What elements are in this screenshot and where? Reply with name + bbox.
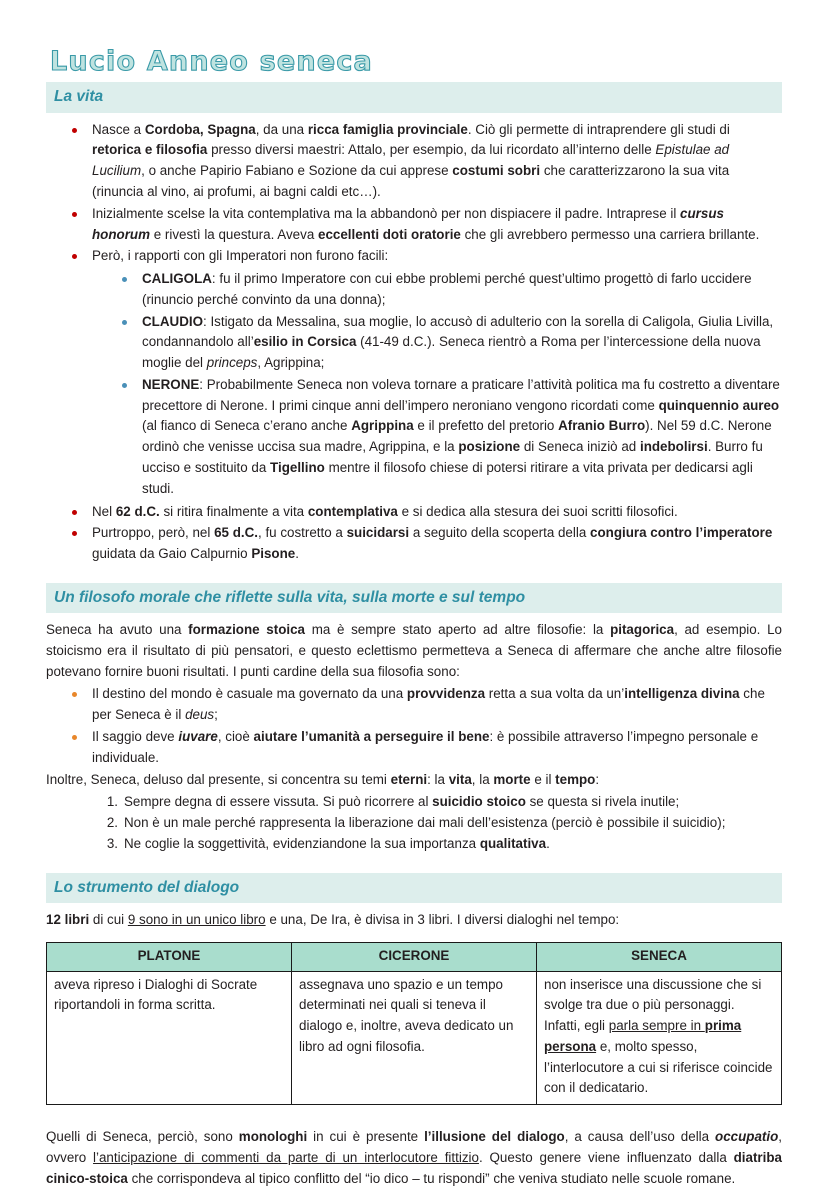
dialogo-tail-block	[46, 1127, 782, 1189]
table-header-cicerone: CICERONE	[292, 942, 537, 971]
list-item: CLAUDIO: Istigato da Messalina, sua moglie, lo accusò di adulterio con la sorella di Caligola, Giulia Livilla, condannandolo all’esilio in Corsica (41-49 d.C.). Seneca rientrò a Roma per l’intercessione della nuova moglie del princeps, Agrippina;	[122, 312, 782, 374]
vita-bullet-list	[46, 120, 782, 565]
table-cell-seneca: non inserisce una discussione che si svolge tra due o più personaggi. Infatti, egli parla sempre in prima persona e, molto spesso, l’interlocutore a cui si riferisce coincide con il dedicatario.	[537, 971, 782, 1105]
list-item: Sempre degna di essere vissuta. Si può ricorrere al suicidio stoico se questa si rivela inutile;	[124, 794, 680, 810]
table-header-seneca: SENECA	[537, 942, 782, 971]
list-item: Però, i rapporti con gli Imperatori non furono facili: CALIGOLA: fu il primo Imperatore con cui ebbe problemi perché quest’ultimo progettò di farlo uccidere (rinuncio perché convinto da una donna); CLAUDIO: Istigato da Messalina, sua moglie, lo accusò di adulterio con la sorella di Caligola, Giulia Livilla, condannandolo all’esilio in Corsica (41-49 d.C.). Seneca rientrò a Roma per l’intercessione della nuova moglie del princeps, Agrippina; NERONE: Probabilmente Seneca non voleva tornare a praticare l’attività politica ma fu costretto a diventare precettore di Nerone. I primi cinque anni dell’impero neroniano vengono ricordati come quinquennio aureo (al fianco di Seneca c’erano anche Agrippina e il prefetto del pretorio Afranio Burro). Nel 59 d.C. Nerone ordinò che venisse uccisa sua madre, Agrippina, e la posizione di Seneca iniziò ad indebolirsi. Burro fu ucciso e sostituito da Tigellino mentre il filosofo chiese di potersi ritirare a vita privata per dedicarsi agli studi.	[72, 246, 782, 499]
list-item: Inizialmente scelse la vita contemplativa ma la abbandonò per non dispiacere il padre. Intraprese il cursus honorum e rivestì la questura. Aveva eccellenti doti oratorie che gli avrebbero permesso una carriera brillante.	[72, 204, 782, 246]
filosofo-bullet-list	[46, 684, 782, 768]
list-item: CALIGOLA: fu il primo Imperatore con cui ebbe problemi perché quest’ultimo progettò di farlo uccidere (rinuncio perché convinto da una donna);	[122, 269, 782, 311]
section-heading-strumento-dialogo: Lo strumento del dialogo	[46, 873, 782, 903]
dialogo-tail-paragraph: Quelli di Seneca, perciò, sono monologhi in cui è presente l’illusione del dialogo, a causa dell’uso della occupatio, ovvero l’anticipazione di commenti da parte di un interlocutore fittizio. Questo genere viene influenzato dalla diatriba cinico-stoica che corrispondeva al tipico conflitto del “io dico – tu rispondi” che veniva studiato nelle scuole romane.	[46, 1129, 783, 1186]
filosofo-outro-paragraph: Inoltre, Seneca, deluso dal presente, si concentra su temi eterni: la vita, la morte e il tempo:	[46, 771, 600, 787]
list-item: Ne coglie la soggettività, evidenziandone la sua importanza qualitativa.	[124, 835, 550, 851]
imperatori-sub-list	[92, 269, 782, 499]
list-item: Nel 62 d.C. si ritira finalmente a vita contemplativa e si dedica alla stesura dei suoi scritti filosofici.	[72, 502, 782, 523]
dialogo-intro-paragraph: 12 libri di cui 9 sono in un unico libro e una, De Ira, è divisa in 3 libri. I diversi dialoghi nel tempo:	[46, 911, 620, 927]
list-item: Non è un male perché rappresenta la liberazione dai mali dell’esistenza (perciò è possibile il suicidio);	[124, 815, 726, 831]
page-title: Lucio Anneo seneca	[50, 46, 373, 77]
table-row	[47, 971, 782, 1105]
table-header-row	[47, 942, 782, 971]
table-header-platone: PLATONE	[47, 942, 292, 971]
list-item: Nasce a Cordoba, Spagna, da una ricca famiglia provinciale. Ciò gli permette di intraprendere gli studi di retorica e filosofia presso diversi maestri: Attalo, per esempio, da lui ricordato all’interno delle Epistulae ad Lucilium, o anche Papirio Fabiano e Sozione da cui apprese costumi sobri che caratterizzarono la sua vita (rinuncia al vino, ai profumi, ai bagni caldi etc…).	[72, 120, 782, 203]
list-item: Il saggio deve iuvare, cioè aiutare l’umanità a perseguire il bene: è possibile attraverso l’impegno personale e individuale.	[72, 727, 782, 769]
section-heading-filosofo-morale: Un filosofo morale che riflette sulla vita, sulla morte e sul tempo	[46, 583, 782, 613]
list-item: Purtroppo, però, nel 65 d.C., fu costretto a suicidarsi a seguito della scoperta della congiura contro l’imperatore guidata da Gaio Calpurnio Pisone.	[72, 523, 782, 565]
list-item: Il destino del mondo è casuale ma governato da una provvidenza retta a sua volta da un’intelligenza divina che per Seneca è il deus;	[72, 684, 782, 726]
filosofo-numbered-list	[46, 792, 782, 854]
filosofo-intro-paragraph: Seneca ha avuto una formazione stoica ma è sempre stato aperto ad altre filosofie: la pitagorica, ad esempio. Lo stoicismo era il risultato di più pensatori, e questo eclettismo permetteva a Seneca di affermare che anche altre filosofie potevano fornire buoni risultati. I punti cardine della sua filosofia sono:	[46, 622, 782, 679]
table-cell-cicerone: assegnava uno spazio e un tempo determinati nei quali si teneva il dialogo e, inoltre, aveva dedicato un libro ad ogni filosofia.	[292, 971, 537, 1105]
table-cell-platone: aveva ripreso i Dialoghi di Socrate riportandoli in forma scritta.	[47, 971, 292, 1105]
dialoghi-comparison-table	[46, 942, 782, 1105]
section-heading-la-vita: La vita	[46, 82, 782, 112]
list-item: NERONE: Probabilmente Seneca non voleva tornare a praticare l’attività politica ma fu costretto a diventare precettore di Nerone. I primi cinque anni dell’impero neroniano vengono ricordati come quinquennio aureo (al fianco di Seneca c’erano anche Agrippina e il prefetto del pretorio Afranio Burro). Nel 59 d.C. Nerone ordinò che venisse uccisa sua madre, Agrippina, e la posizione di Seneca iniziò ad indebolirsi. Burro fu ucciso e sostituito da Tigellino mentre il filosofo chiese di potersi ritirare a vita privata per dedicarsi agli studi.	[122, 375, 782, 500]
